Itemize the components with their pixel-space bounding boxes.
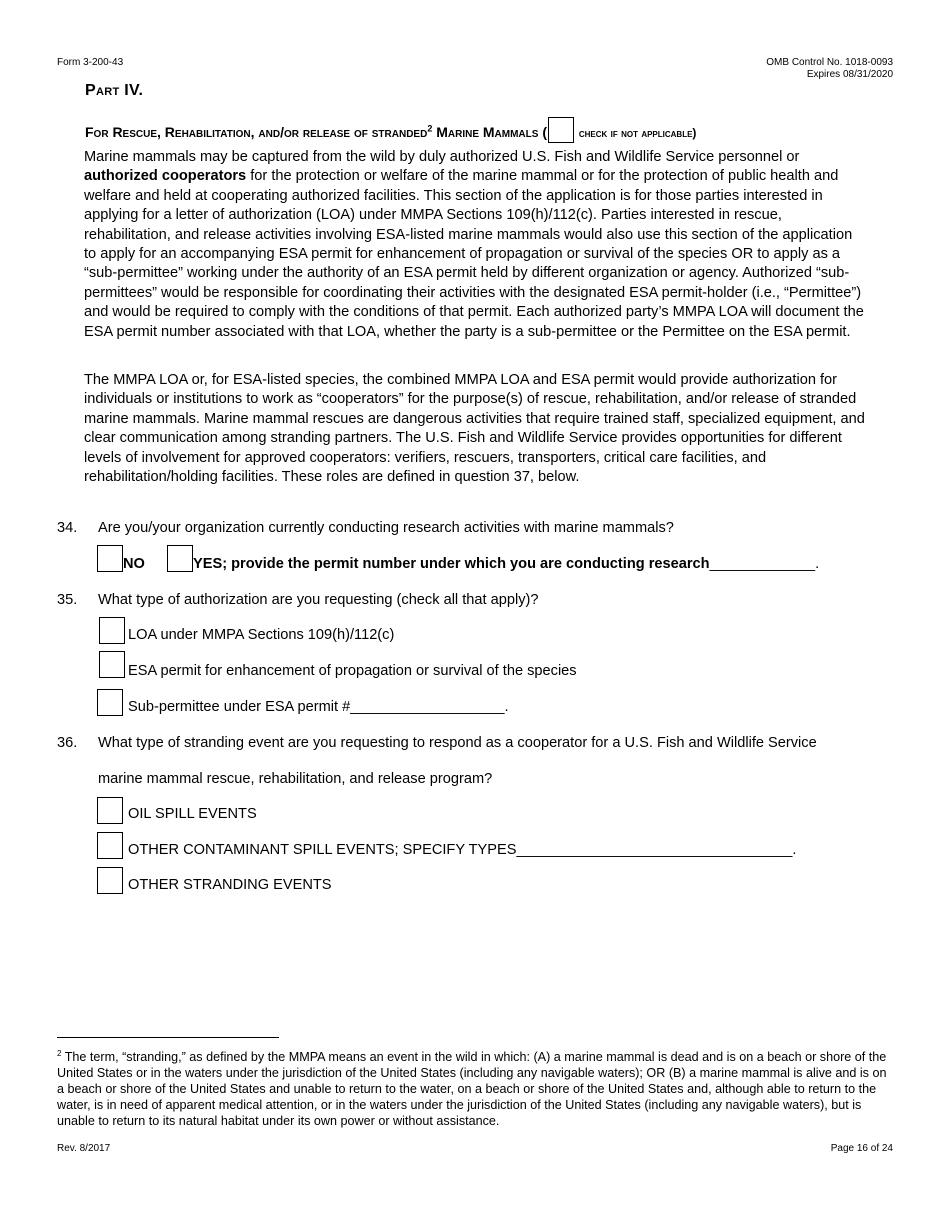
footnote-number: 2 [57, 1049, 62, 1058]
cooperator-paragraph: The MMPA LOA or, for ESA-listed species, the combined MMPA LOA and ESA permit would provide authorization for individuals or institutions to work as “cooperators” for the purpose(s) of rescue, rehabilitation, and/or release of stranded marine mammals. Marine mammal rescues are dangerous activities that require trained staff, specialized equipment, and clear communication among stranding partners. The U.S. Fish and Wildlife Service provides opportunities for different levels of involvement for approved cooperators: verifiers, rescuers, transporters, critical care facilities, and rehabilitation/holding facilities. These roles are defined in question 37, below. [84, 372, 865, 486]
q34-permit-number-blank[interactable]: _____________. [709, 556, 820, 572]
intro-bold-text: authorized cooperators [84, 168, 247, 185]
question-35-number: 35. [57, 592, 78, 608]
q34-no-label: NO [123, 556, 145, 572]
question-34-number: 34. [57, 520, 78, 536]
intro-paragraph [84, 148, 866, 342]
q34-no-checkbox[interactable] [97, 545, 123, 572]
question-36-number: 36. [57, 735, 78, 751]
part-title: Part IV. [85, 82, 144, 99]
q36-other-stranding-label: OTHER STRANDING EVENTS [128, 877, 332, 893]
question-36-text-line2: marine mammal rescue, rehabilitation, and release program? [98, 771, 493, 787]
q36-contaminant-checkbox[interactable] [97, 832, 123, 859]
form-number: Form 3-200-43 [57, 57, 124, 68]
section-title-prefix: For Rescue, Rehabilitation, and/or release of stranded [85, 124, 428, 140]
q35-esa-permit-checkbox[interactable] [99, 651, 125, 678]
q36-other-stranding-checkbox[interactable] [97, 867, 123, 894]
q35-sub-permittee-label: Sub-permittee under ESA permit #___________________. [128, 699, 509, 715]
intro-text: Marine mammals may be captured from the wild by duly authorized U.S. Fish and Wildlife Service personnel or [84, 149, 800, 165]
q34-yes-text: YES; provide the permit number under which you are conducting research [193, 556, 710, 572]
footnote [57, 1046, 893, 1129]
footnote-text: The term, “stranding,” as defined by the MMPA means an event in the wild in which: (A) a marine mammal is dead and is on a beach or shore of the United States or in the waters under the jurisdiction of the United States (including any navigable waters); OR (B) a marine mammal is alive and is on a beach or shore of the United States and unable to return to the water, on a beach or shore of the United States and, although able to return to the water, is in need of apparent medical attention, or in the waters under the jurisdiction of the United States (including any navigable waters), but is unable to return to its natural habitat under its own power or without assistance. [57, 1050, 887, 1129]
q36-oil-spill-checkbox[interactable] [97, 797, 123, 824]
intro-rest-text: for the protection or welfare of the marine mammal or for the protection of public health and welfare and held at cooperating authorized facilities. This section of the application is for those parties interested in applying for a letter of authorization (LOA) under MMPA Sections 109(h)/112(c). Parties interested in rescue, rehabilitation, and release activities involving ESA-listed marine mammals would also use this section of the application to apply for an accompanying ESA permit for enhancement of propagation or survival of the species OR to apply as a “sub-permittee” working under the authority of an ESA permit held by different organization or agency. Authorized “sub-permittees” would be responsible for coordinating their activities with the designated ESA permit-holder (i.e., “Permittee”) and would be required to comply with the conditions of that permit. Each authorized party’s MMPA LOA will document the ESA permit number associated with that LOA, whether the party is a sub-permittee or the Permittee on the ESA permit. [84, 168, 864, 340]
revision-date: Rev. 8/2017 [57, 1143, 111, 1154]
expiration-date: Expires 08/31/2020 [806, 69, 893, 80]
section-title [85, 117, 696, 143]
q35-esa-permit-label: ESA permit for enhancement of propagation or survival of the species [128, 663, 577, 679]
not-applicable-checkbox[interactable] [548, 117, 574, 143]
q34-yes-label [193, 556, 819, 572]
question-35-text: What type of authorization are you requesting (check all that apply)? [98, 592, 539, 608]
q36-contaminant-label: OTHER CONTAMINANT SPILL EVENTS; SPECIFY TYPES__________________________________. [128, 842, 797, 858]
q35-loa-label: LOA under MMPA Sections 109(h)/112(c) [128, 627, 395, 643]
question-36-text-line1: What type of stranding event are you requesting to respond as a cooperator for a U.S. Fish and Wildlife Service [98, 735, 817, 751]
footnote-mark: 2 [427, 123, 433, 134]
omb-block [766, 57, 893, 81]
footnote-divider [57, 1037, 279, 1038]
section-title-suffix: check if not applicable) [578, 126, 697, 140]
omb-control-number: OMB Control No. 1018-0093 [766, 57, 893, 68]
q35-loa-checkbox[interactable] [99, 617, 125, 644]
q36-oil-spill-label: OIL SPILL EVENTS [128, 806, 257, 822]
question-34-text: Are you/your organization currently conducting research activities with marine mammals? [98, 520, 674, 536]
q35-sub-permittee-checkbox[interactable] [97, 689, 123, 716]
section-title-middle: Marine Mammals ( [432, 124, 547, 140]
page-number: Page 16 of 24 [830, 1143, 893, 1154]
q34-yes-checkbox[interactable] [167, 545, 193, 572]
